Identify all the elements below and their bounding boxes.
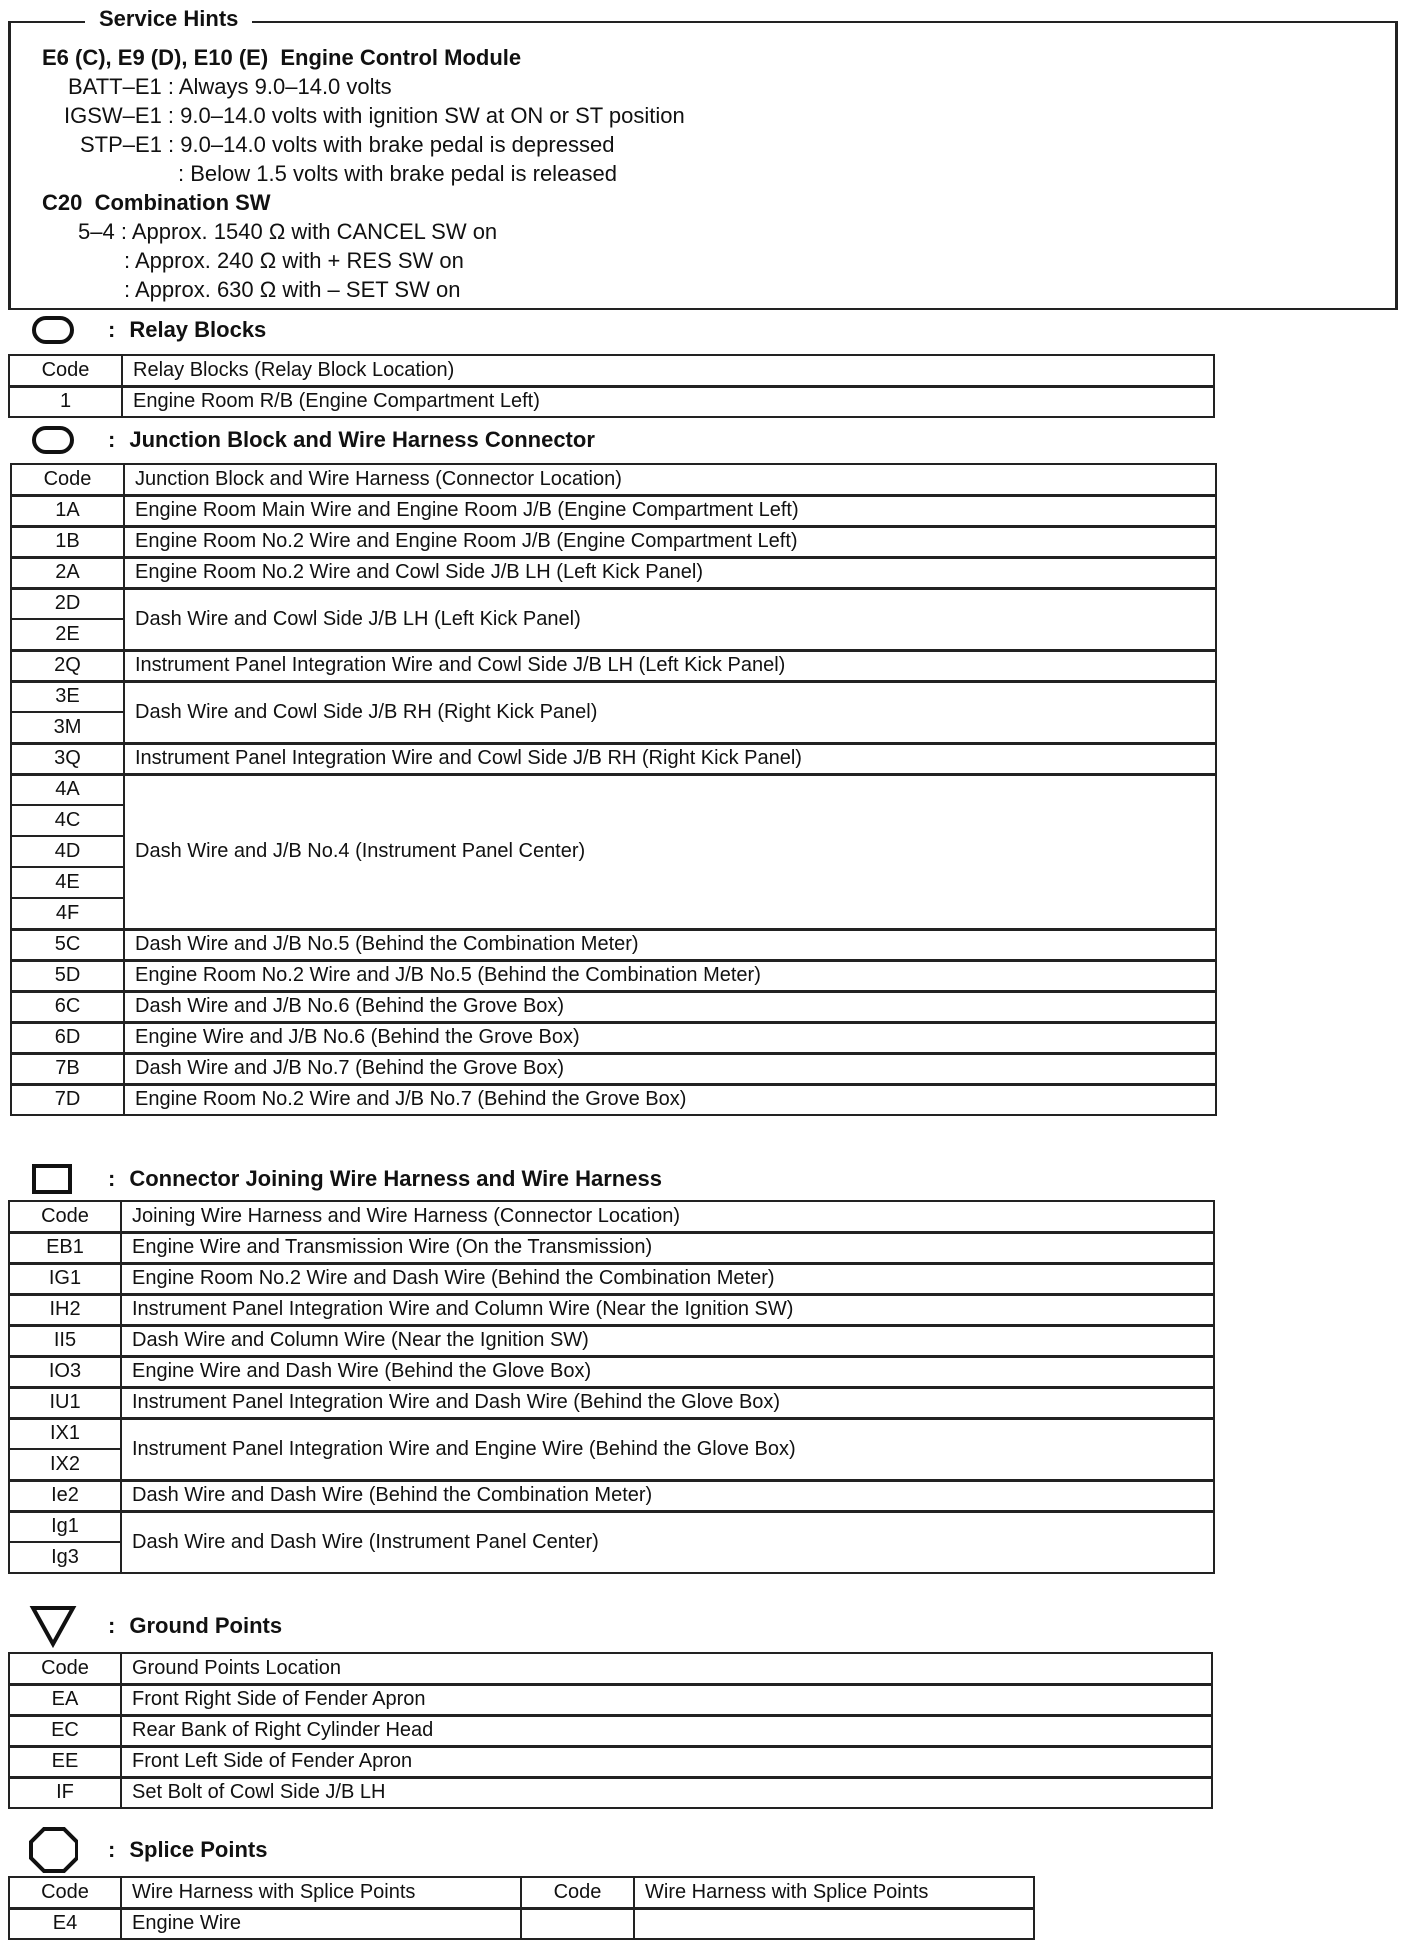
hint-line: : Approx. 240 Ω with + RES SW on [124, 248, 464, 273]
table-row [11, 650, 1216, 681]
row-code: 3Q [11, 743, 124, 774]
row-code: 7B [11, 1053, 124, 1084]
row-code: IG1 [9, 1263, 121, 1294]
square-icon [28, 1162, 78, 1196]
rounded-rect-icon [28, 313, 78, 347]
row-code: IX2 [9, 1449, 121, 1480]
splice-points-table [8, 1876, 1035, 1940]
row-code: 5D [11, 960, 124, 991]
row-description: Engine Wire and J/B No.6 (Behind the Grove Box) [124, 1022, 1216, 1053]
table-row [11, 743, 1216, 774]
heading-colon: : [108, 1837, 116, 1862]
table-row [11, 495, 1216, 526]
table-row [11, 929, 1216, 960]
row-description: Engine Room R/B (Engine Compartment Left) [122, 386, 1214, 417]
hint-heading: C20 Combination SW [42, 190, 271, 215]
table-row [9, 1715, 1212, 1746]
octagon-icon [28, 1826, 78, 1874]
row-code: 2E [11, 619, 124, 650]
rounded-rect-icon [28, 423, 78, 457]
relay-blocks-title: Relay Blocks [129, 317, 267, 342]
row-description: Instrument Panel Integration Wire and Column Wire (Near the Ignition SW) [121, 1294, 1214, 1325]
splice-points-heading [28, 1826, 267, 1874]
row-code: 1 [9, 386, 122, 417]
row-code: 4E [11, 867, 124, 898]
table-header-row [9, 1201, 1214, 1232]
hint-line: : Below 1.5 volts with brake pedal is released [178, 161, 618, 186]
table-header-row [9, 1653, 1212, 1684]
table-header-row [9, 1877, 1034, 1908]
service-hints-title: Service Hints [85, 6, 252, 32]
row-description: Engine Wire [121, 1908, 521, 1939]
row-code: EC [9, 1715, 121, 1746]
table-row [9, 1777, 1212, 1808]
splice-points-title: Splice Points [129, 1837, 268, 1862]
row-code: 6D [11, 1022, 124, 1053]
header-description: Relay Blocks (Relay Block Location) [122, 355, 1214, 386]
row-code: 3M [11, 712, 124, 743]
header-code: Code [11, 464, 124, 495]
row-description: Dash Wire and Dash Wire (Behind the Combination Meter) [121, 1480, 1214, 1511]
row-description: Engine Room No.2 Wire and J/B No.5 (Behind the Combination Meter) [124, 960, 1216, 991]
row-description [634, 1908, 1034, 1939]
row-code: 2A [11, 557, 124, 588]
table-row [9, 1480, 1214, 1511]
row-code: 3E [11, 681, 124, 712]
table-header-row [9, 355, 1214, 386]
table-row [9, 1294, 1214, 1325]
row-description: Instrument Panel Integration Wire and Engine Wire (Behind the Glove Box) [121, 1418, 1214, 1480]
row-description: Rear Bank of Right Cylinder Head [121, 1715, 1212, 1746]
row-description: Engine Wire and Transmission Wire (On the Transmission) [121, 1232, 1214, 1263]
row-description: Dash Wire and J/B No.4 (Instrument Panel Center) [124, 774, 1216, 929]
row-code: 6C [11, 991, 124, 1022]
row-code: 2Q [11, 650, 124, 681]
table-row [9, 1684, 1212, 1715]
table-row [9, 1232, 1214, 1263]
ground-points-heading [28, 1604, 282, 1648]
hint-line: IGSW–E1 : 9.0–14.0 volts with ignition SW at ON or ST position [64, 103, 685, 128]
table-row [9, 1908, 1034, 1939]
header-description: Wire Harness with Splice Points [121, 1877, 521, 1908]
row-code: IU1 [9, 1387, 121, 1418]
row-code: Ig3 [9, 1542, 121, 1573]
table-row [9, 1263, 1214, 1294]
header-code: Code [9, 1877, 121, 1908]
row-code: 4C [11, 805, 124, 836]
connector-title: Connector Joining Wire Harness and Wire Harness [129, 1166, 662, 1191]
table-row [11, 960, 1216, 991]
row-code: 2D [11, 588, 124, 619]
table-row [9, 1387, 1214, 1418]
row-description: Engine Wire and Dash Wire (Behind the Glove Box) [121, 1356, 1214, 1387]
row-code: EA [9, 1684, 121, 1715]
table-row [9, 1356, 1214, 1387]
row-description: Dash Wire and Cowl Side J/B RH (Right Kick Panel) [124, 681, 1216, 743]
connector-table [8, 1200, 1215, 1574]
row-description: Dash Wire and Cowl Side J/B LH (Left Kick Panel) [124, 588, 1216, 650]
row-code: IX1 [9, 1418, 121, 1449]
row-description: Instrument Panel Integration Wire and Cowl Side J/B LH (Left Kick Panel) [124, 650, 1216, 681]
table-row [9, 1511, 1214, 1542]
row-code: E4 [9, 1908, 121, 1939]
table-row [9, 1746, 1212, 1777]
row-code: IO3 [9, 1356, 121, 1387]
junction-block-heading [28, 422, 595, 458]
row-description: Set Bolt of Cowl Side J/B LH [121, 1777, 1212, 1808]
row-code: Ie2 [9, 1480, 121, 1511]
hint-line: STP–E1 : 9.0–14.0 volts with brake pedal is depressed [80, 132, 615, 157]
relay-blocks-table [8, 354, 1215, 418]
table-header-row [11, 464, 1216, 495]
row-code: 4F [11, 898, 124, 929]
table-row [11, 557, 1216, 588]
row-description: Engine Room No.2 Wire and J/B No.7 (Behind the Grove Box) [124, 1084, 1216, 1115]
table-row [11, 1084, 1216, 1115]
row-description: Engine Room No.2 Wire and Engine Room J/B (Engine Compartment Left) [124, 526, 1216, 557]
row-code: 4A [11, 774, 124, 805]
header-code: Code [9, 1201, 121, 1232]
hint-line: : Approx. 630 Ω with – SET SW on [124, 277, 461, 302]
row-description: Instrument Panel Integration Wire and Dash Wire (Behind the Glove Box) [121, 1387, 1214, 1418]
row-code: 1A [11, 495, 124, 526]
table-row [11, 991, 1216, 1022]
row-code: IH2 [9, 1294, 121, 1325]
heading-colon: : [108, 1166, 116, 1191]
row-description: Instrument Panel Integration Wire and Cowl Side J/B RH (Right Kick Panel) [124, 743, 1216, 774]
row-code: 7D [11, 1084, 124, 1115]
header-description: Ground Points Location [121, 1653, 1212, 1684]
table-row [11, 774, 1216, 805]
connector-heading [28, 1161, 662, 1197]
row-code: 1B [11, 526, 124, 557]
row-description: Engine Room No.2 Wire and Dash Wire (Behind the Combination Meter) [121, 1263, 1214, 1294]
table-row [11, 681, 1216, 712]
row-code: II5 [9, 1325, 121, 1356]
hint-heading: E6 (C), E9 (D), E10 (E) Engine Control Module [42, 45, 522, 70]
table-row [9, 386, 1214, 417]
table-row [9, 1418, 1214, 1449]
row-description: Dash Wire and Dash Wire (Instrument Panel Center) [121, 1511, 1214, 1573]
row-description: Dash Wire and J/B No.7 (Behind the Grove Box) [124, 1053, 1216, 1084]
header-description: Joining Wire Harness and Wire Harness (Connector Location) [121, 1201, 1214, 1232]
row-description: Engine Room No.2 Wire and Cowl Side J/B LH (Left Kick Panel) [124, 557, 1216, 588]
heading-colon: : [108, 317, 116, 342]
junction-block-title: Junction Block and Wire Harness Connector [129, 427, 595, 452]
junction-block-table [10, 463, 1217, 1116]
heading-colon: : [108, 427, 116, 452]
header-code: Code [9, 1653, 121, 1684]
header-code: Code [521, 1877, 634, 1908]
header-description: Wire Harness with Splice Points [634, 1877, 1034, 1908]
relay-blocks-heading [28, 312, 266, 348]
row-code: IF [9, 1777, 121, 1808]
header-code: Code [9, 355, 122, 386]
header-description: Junction Block and Wire Harness (Connector Location) [124, 464, 1216, 495]
ground-points-title: Ground Points [129, 1613, 283, 1638]
row-code: 4D [11, 836, 124, 867]
row-code: EE [9, 1746, 121, 1777]
table-row [9, 1325, 1214, 1356]
row-code: Ig1 [9, 1511, 121, 1542]
row-code: EB1 [9, 1232, 121, 1263]
heading-colon: : [108, 1613, 116, 1638]
table-row [11, 1053, 1216, 1084]
row-description: Dash Wire and J/B No.6 (Behind the Grove Box) [124, 991, 1216, 1022]
hint-line: BATT–E1 : Always 9.0–14.0 volts [68, 74, 392, 99]
table-row [11, 588, 1216, 619]
triangle-icon [28, 1604, 78, 1648]
row-description: Engine Room Main Wire and Engine Room J/B (Engine Compartment Left) [124, 495, 1216, 526]
row-description: Dash Wire and Column Wire (Near the Ignition SW) [121, 1325, 1214, 1356]
hint-line: 5–4 : Approx. 1540 Ω with CANCEL SW on [78, 219, 498, 244]
table-row [11, 1022, 1216, 1053]
row-description: Dash Wire and J/B No.5 (Behind the Combination Meter) [124, 929, 1216, 960]
row-description: Front Right Side of Fender Apron [121, 1684, 1212, 1715]
row-code [521, 1908, 634, 1939]
table-row [11, 526, 1216, 557]
ground-points-table [8, 1652, 1213, 1809]
row-description: Front Left Side of Fender Apron [121, 1746, 1212, 1777]
row-code: 5C [11, 929, 124, 960]
